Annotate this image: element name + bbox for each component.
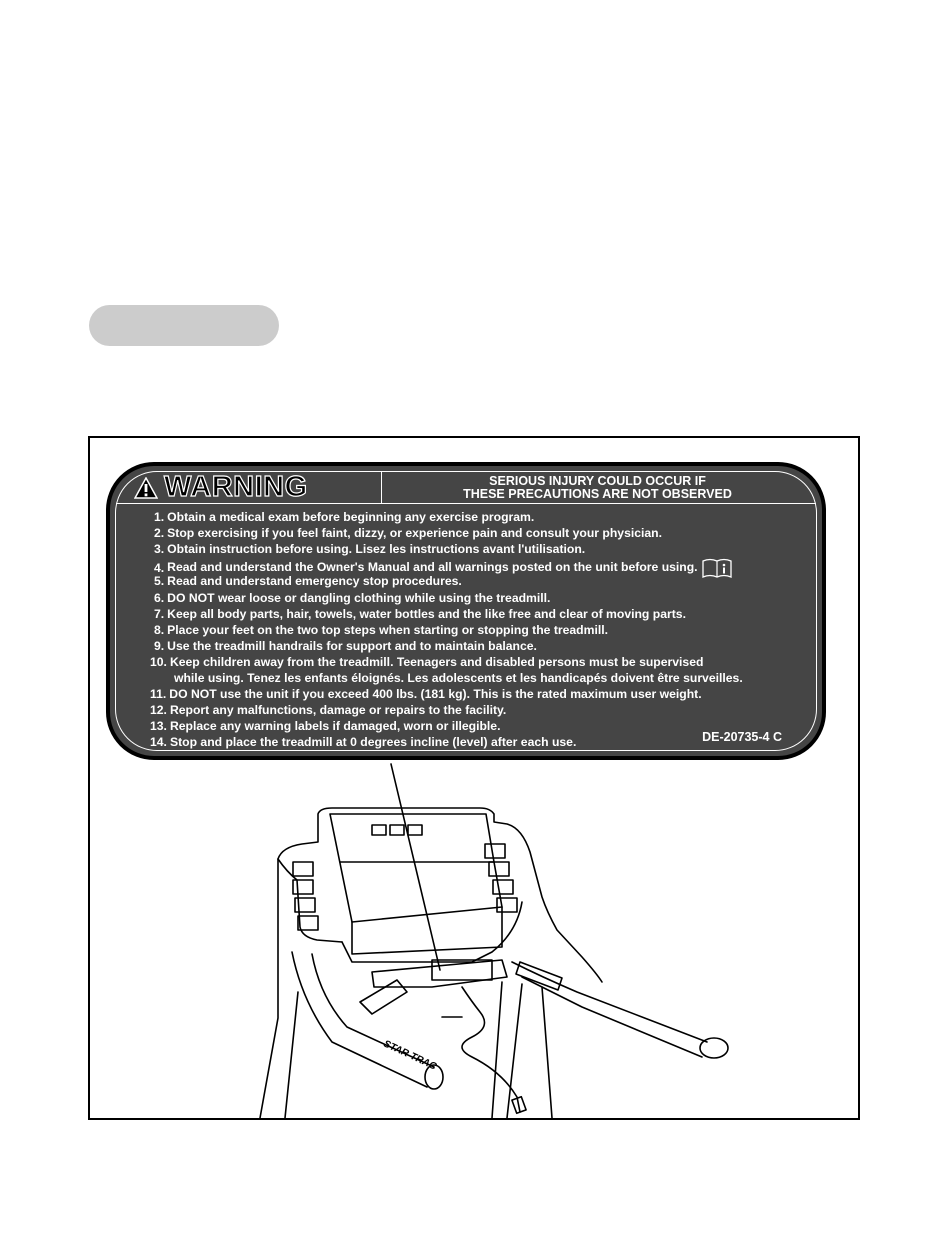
- item-number: 9.: [154, 638, 165, 653]
- item-text: Report any malfunctions, damage or repairs to the facility.: [169, 703, 507, 718]
- item-text: Place your feet on the two top steps when starting or stopping the treadmill.: [167, 622, 608, 637]
- brand-logo: STAR TRAC: [381, 1038, 439, 1073]
- precaution-item: [154, 607, 686, 621]
- manual-info-icon: [702, 558, 732, 578]
- label-code: DE-20735-4 C: [702, 730, 782, 744]
- caution-text: [383, 475, 812, 501]
- item-text: Read and understand emergency stop procedures.: [167, 574, 462, 589]
- precaution-item: [174, 671, 743, 685]
- precaution-item: [154, 623, 608, 637]
- item-number: 6.: [154, 590, 165, 605]
- item-text: DO NOT wear loose or dangling clothing while using the treadmill.: [167, 590, 551, 605]
- warning-label: [106, 462, 826, 760]
- item-number: 14.: [150, 735, 167, 750]
- item-number: 10.: [150, 654, 167, 669]
- item-text: DO NOT use the unit if you exceed 400 lbs. (181 kg). This is the rated maximum user weight.: [169, 687, 702, 702]
- item-number: 11.: [150, 687, 167, 702]
- precaution-item: [154, 574, 462, 588]
- item-number: 12.: [150, 703, 167, 718]
- precaution-item: [154, 542, 585, 556]
- item-text: while using. Tenez les enfants éloignés. Les adolescents et les handicapés doivent être surveilles.: [174, 671, 743, 685]
- item-text: Keep all body parts, hair, towels, water bottles and the like free and clear of moving parts.: [167, 606, 686, 621]
- precaution-item: [150, 719, 500, 733]
- item-text: Stop exercising if you feel faint, dizzy, or experience pain and consult your physician.: [167, 526, 663, 541]
- precaution-item: [150, 687, 702, 701]
- precaution-item: [154, 510, 534, 524]
- warning-word: WARNING: [164, 471, 308, 503]
- item-text: Keep children away from the treadmill. Teenagers and disabled persons must be supervised: [169, 654, 704, 669]
- item-number: 1.: [154, 510, 165, 524]
- precaution-item: [154, 639, 537, 653]
- header-divider-vertical: [381, 472, 382, 503]
- item-number: 8.: [154, 622, 165, 637]
- precaution-item: [154, 591, 550, 605]
- item-number: 3.: [154, 542, 165, 557]
- precaution-item: [150, 735, 576, 749]
- item-text: Read and understand the Owner's Manual and all warnings posted on the unit before using.: [167, 560, 698, 575]
- item-text: Replace any warning labels if damaged, worn or illegible.: [169, 719, 501, 734]
- precaution-item: [154, 526, 662, 540]
- item-number: 7.: [154, 606, 165, 621]
- warning-title: [134, 472, 308, 503]
- item-number: 4.: [154, 560, 165, 575]
- item-text: Use the treadmill handrails for support and to maintain balance.: [167, 638, 537, 653]
- section-heading-pill: [89, 305, 279, 346]
- caution-line-2: THESE PRECAUTIONS ARE NOT OBSERVED: [463, 487, 732, 501]
- item-number: 2.: [154, 526, 165, 541]
- item-number: 5.: [154, 574, 165, 589]
- warning-triangle-icon: [134, 477, 158, 499]
- item-text: Stop and place the treadmill at 0 degrees incline (level) after each use.: [169, 735, 577, 750]
- item-text: Obtain a medical exam before beginning any exercise program.: [167, 510, 535, 524]
- item-text: Obtain instruction before using. Lisez les instructions avant l'utilisation.: [167, 542, 586, 557]
- caution-line-1: SERIOUS INJURY COULD OCCUR IF: [489, 474, 706, 488]
- item-number: 13.: [150, 719, 167, 734]
- precaution-item: [150, 703, 506, 717]
- precaution-item: [150, 655, 703, 669]
